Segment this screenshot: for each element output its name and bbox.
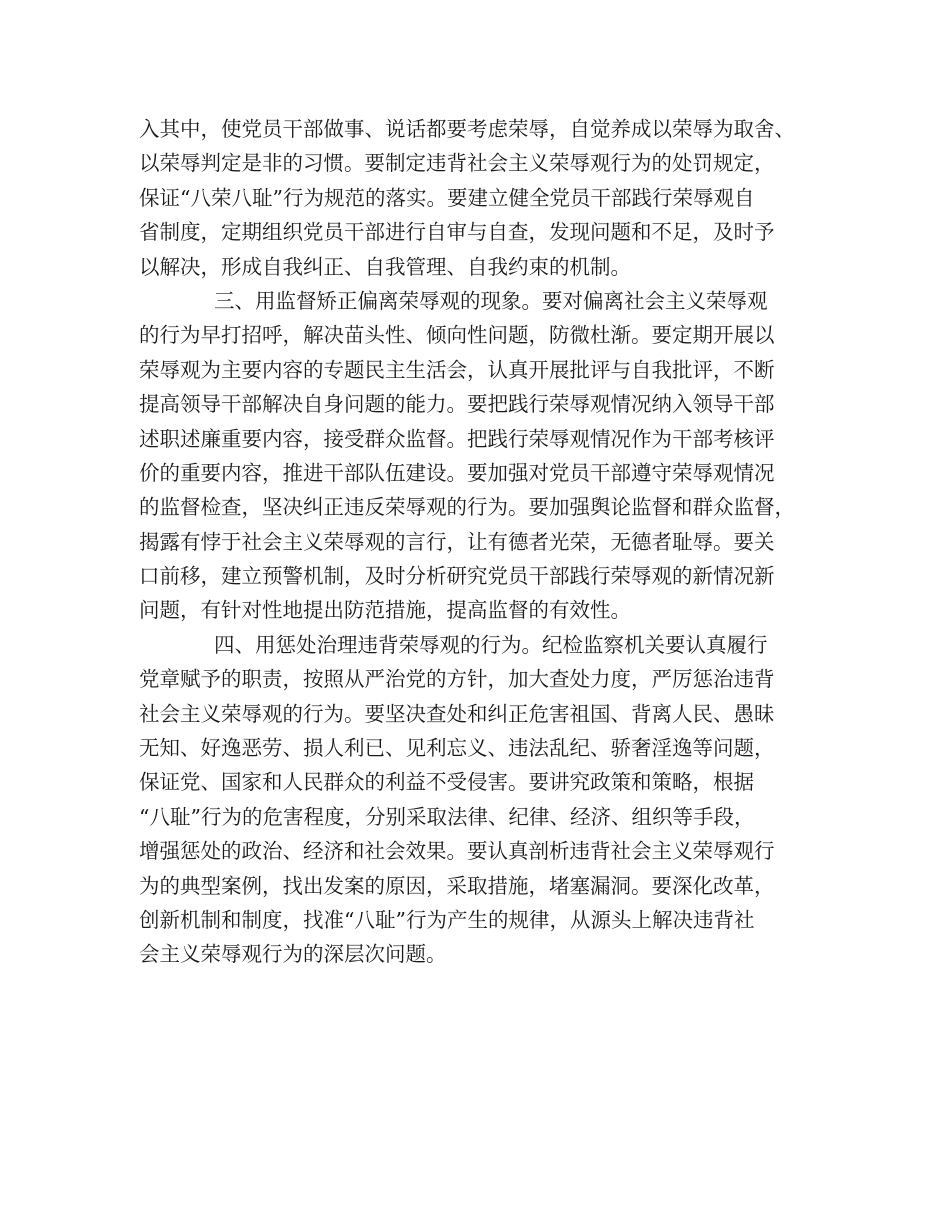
text-line: 保证党、国家和人民群众的利益不受侵害。要讲究政策和策略，根据 (139, 770, 754, 795)
text-line: 保证“八荣八耻”行为规范的落实。要建立健全党员干部践行荣辱观自 (139, 185, 755, 210)
text-line: 提高领导干部解决自身问题的能力。要把践行荣辱观情况纳入领导干部 (139, 392, 775, 417)
text-line: 无知、好逸恶劳、损人利已、见利忘义、违法乱纪、骄奢淫逸等问题， (139, 736, 775, 761)
paragraph-supervision (139, 284, 839, 628)
text-line: 党章赋予的职责，按照从严治党的方针，加大查处力度，严厉惩治违背 (139, 667, 775, 692)
text-line: “八耻”行为的危害程度，分别采取法律、纪律、经济、组织等手段， (139, 804, 755, 829)
text-line: 为的典型案例，找出发案的原因，采取措施，堵塞漏洞。要深化改革， (139, 873, 775, 898)
text-line: 价的重要内容，推进干部队伍建设。要加强对党员干部遵守荣辱观情况 (139, 460, 775, 485)
text-line: 的监督检查，坚决纠正违反荣辱观的行为。要加强舆论监督和群众监督， (139, 495, 795, 520)
paragraph-punishment (139, 628, 839, 972)
text-line: 问题，有针对性地提出防范措施，提高监督的有效性。 (139, 598, 631, 623)
text-line: 口前移，建立预警机制，及时分析研究党员干部践行荣辱观的新情况新 (139, 564, 775, 589)
text-line: 省制度，定期组织党员干部进行自审与自查，发现问题和不足，及时予 (139, 220, 775, 245)
text-line: 的行为早打招呼，解决苗头性、倾向性问题，防微杜渐。要定期开展以 (139, 323, 775, 348)
text-line: 创新机制和制度，找准“八耻”行为产生的规律，从源头上解决违背社 (139, 907, 755, 932)
text-line: 入其中，使党员干部做事、说话都要考虑荣辱，自觉养成以荣辱为取舍、 (139, 117, 795, 141)
text-line: 揭露有悖于社会主义荣辱观的言行，让有德者光荣，无德者耻辱。要关 (139, 529, 775, 554)
text-line: 四、用惩处治理违背荣辱观的行为。纪检监察机关要认真履行 (214, 632, 768, 657)
text-line: 三、用监督矫正偏离荣辱观的现象。要对偏离社会主义荣辱观 (214, 288, 768, 313)
text-line: 荣辱观为主要内容的专题民主生活会，认真开展批评与自我批评，不断 (139, 357, 775, 382)
text-line: 以解决，形成自我纠正、自我管理、自我约束的机制。 (139, 254, 631, 279)
text-line: 述职述廉重要内容，接受群众监督。把践行荣辱观情况作为干部考核评 (139, 426, 775, 451)
text-line: 以荣辱判定是非的习惯。要制定违背社会主义荣辱观行为的处罚规定， (139, 151, 775, 176)
document-body (139, 112, 839, 972)
text-line: 社会主义荣辱观的行为。要坚决查处和纠正危害祖国、背离人民、愚昧 (139, 701, 775, 726)
text-line: 增强惩处的政治、经济和社会效果。要认真剖析违背社会主义荣辱观行 (139, 839, 775, 864)
paragraph-continuation (139, 112, 839, 284)
text-line: 会主义荣辱观行为的深层次问题。 (139, 942, 447, 967)
